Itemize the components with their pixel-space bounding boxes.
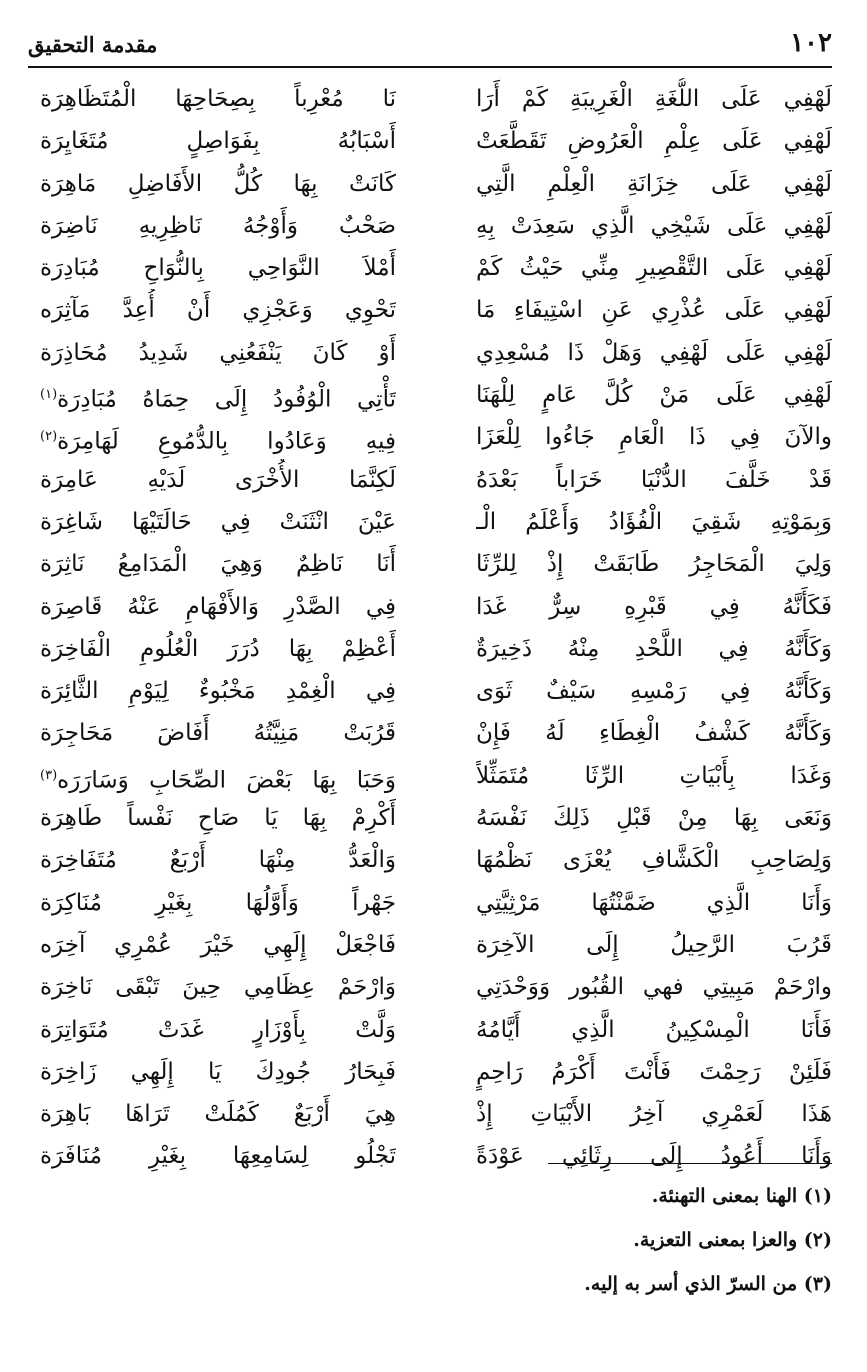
verse-second-half: وَالْعَدُّ مِنْهَا أَرْبَعٌ مُتَفَاخِرَة <box>40 847 396 874</box>
footnote: (٢) والعزا بمعنى التعزية. <box>633 1229 832 1251</box>
verse-second-half: فَبِحَارُ جُودِكَ يَا إِلَهِي زَاخِرَة <box>40 1058 396 1085</box>
verse-second-half: فَاجْعَلْ إِلَهِي خَيْرَ عُمْرِي آخِرَه <box>40 931 396 958</box>
verse-first-half: وَنَعَى بِهَا مِنْ قَبْلِ ذَلِكَ نَفْسَهُ <box>476 805 832 832</box>
page-header <box>28 26 832 68</box>
poem-body <box>40 78 832 1170</box>
page-number: ١٠٢ <box>790 28 832 58</box>
verse-first-half: وَلِصَاحِبِ الْكَشَّافِ يُعْزَى نَظْمُهَا <box>476 847 832 874</box>
verse-second-half: فِيهِ وَعَادُوا بِالدُّمُوعِ لَهَامِرَة$^{(٢)}$ <box>40 429 396 456</box>
verse-first-half: وارْحَمْ مَبِيتِي فهي القُبُور وَوَحْدَتِي <box>476 974 832 1001</box>
verse-second-half: أَمْلاَ النَّوَاحِي بِالنُّوَاحِ مُبَادِرَة <box>40 255 396 282</box>
verse-first-half: قَدْ خَلَّفَ الدُّنْيَا خَرَاباً بَعْدَهُ <box>476 466 832 493</box>
verse-first-half: وَغَدَا بِأَبْيَاتِ الرِّثَا مُتَمَثِّلاً <box>476 762 832 789</box>
verse-first-half: قَرُبَ الرَّحِيلُ إِلَى الآخِرَة <box>476 931 832 958</box>
verse-first-half: لَهْفِي عَلَى عِلْمِ الْعَرُوضِ تَقَطَّعَتْ <box>476 128 832 155</box>
verse-first-half: وَلِيَ الْمَحَاجِرُ طَابَقَتْ إِذْ لِلرِّثَا <box>476 551 832 578</box>
verse-first-half: لَهْفِي عَلَى خِزَانَةِ الْعِلْمِ الَّتِي <box>476 170 832 197</box>
verse-second-half: تَجْلُو لِسَامِعِهَا بِغَيْرِ مُنَافَرَة <box>40 1143 396 1170</box>
verse-second-half: تَأْتِي الْوُفُودُ إِلَى حِمَاهُ مُبَادِرَة$^{(١)}$ <box>40 386 396 413</box>
verse-second-half: أَعْظِمْ بِهَا دُرَرَ الْعُلُومِ الْفَاخِرَة <box>40 635 396 662</box>
verse-first-half: وَبِمَوْتِهِ شَقِيَ الْفُؤَادُ وَأَعْلَمُ الْـ <box>476 508 832 535</box>
verse-second-half: صَحْبٌ وَأَوْجُهُ نَاظِرِيهِ نَاضِرَة <box>40 212 396 239</box>
verse-first-half: وَكَأَنَّهُ كَشْفُ الْغِطَاءِ لَهُ فَإِنْ <box>476 720 832 747</box>
footnote-reference[interactable]: (٣) <box>40 767 58 783</box>
verse-first-half: وَكَأَنَّهُ فِي اللَّحْدِ مِنْهُ ذَخِيرَةٌ <box>476 635 832 662</box>
verse-first-half: لَهْفِي عَلَى التَّقْصِيرِ مِنِّي حَيْثُ كَمْ <box>476 255 832 282</box>
verse-first-half: والآنَ فِي ذَا الْعَامِ جَاءُوا لِلْعَزَا <box>476 424 832 451</box>
footnote-reference[interactable]: (٢) <box>40 429 58 445</box>
verse-first-half: فَلَئِنْ رَحِمْتَ فَأَنْتَ أَكْرَمُ رَاحِمٍ <box>476 1058 832 1085</box>
running-title: مقدمة التحقيق <box>28 32 158 57</box>
verse-second-half: جَهْراً وَأَوَّلُهَا بِغَيْرِ مُنَاكِرَة <box>40 889 396 916</box>
verse-second-half: أَوْ كَانَ يَنْفَعُنِي شَدِيدُ مُحَاذِرَة <box>40 339 396 366</box>
poem-column-right <box>476 78 832 1178</box>
verse-first-half: وَكَأَنَّهُ فِي رَمْسِهِ سَيْفٌ ثَوَى <box>476 678 832 705</box>
poem-column-left <box>40 78 396 1178</box>
verse-first-half: لَهْفِي عَلَى اللُّغَةِ الْغَرِيبَةِ كَمْ أَرَا <box>476 86 832 112</box>
verse-first-half: لَهْفِي عَلَى مَنْ كُلَّ عَامٍ لِلْهَنَا <box>476 382 832 409</box>
verse-second-half: لَكِنَّمَا الأُخْرَى لَدَيْهِ عَامِرَة <box>40 466 396 493</box>
footnote-divider <box>548 1163 832 1164</box>
verse-second-half: هِيَ أَرْبَعٌ كَمُلَتْ تَرَاهَا بَاهِرَة <box>40 1101 396 1128</box>
verse-second-half: قَرُبَتْ مَنِيَّتُهُ أَفَاضَ مَحَاجِرَة <box>40 720 396 747</box>
verse-second-half: وَلَّتْ بِأَوْزَارٍ غَدَتْ مُتَوَاتِرَة <box>40 1016 396 1043</box>
verse-second-half: فِي الْغِمْدِ مَخْبُوءٌ لِيَوْمِ الثَّائِرَة <box>40 678 396 705</box>
footnotes <box>132 1176 832 1308</box>
verse-second-half: تَحْوِي وَعَجْزِي أَنْ أُعِدَّ مَآثِرَه <box>40 297 396 324</box>
verse-second-half: كَانَتْ بِهَا كُلُّ الأَفَاضِلِ مَاهِرَة <box>40 170 396 197</box>
footnote: (١) الهنا بمعنى التهنئة. <box>651 1185 832 1207</box>
verse-second-half: وَحَبَا بِهَا بَعْضَ الصِّحَابِ وَسَارَرَه$^{(٣)}$ <box>40 767 396 794</box>
verse-first-half: فَكَأَنَّهُ فِي قَبْرِهِ سِرٌّ غَدَا <box>476 593 832 620</box>
verse-first-half: لَهْفِي عَلَى عُذْرِي عَنِ اسْتِيفَاءِ مَا <box>476 297 832 324</box>
footnote-reference[interactable]: (١) <box>40 387 58 403</box>
verse-second-half: أَنَا نَاظِمٌ وَهِيَ الْمَدَامِعُ نَاثِرَة <box>40 551 396 578</box>
verse-first-half: وَأَنَا الَّذِي ضَمَّنْتُهَا مَرْثِيَّتِي <box>476 889 832 916</box>
verse-first-half: لَهْفِي عَلَى شَيْخِي الَّذِي سَعِدَتْ بِهِ <box>476 212 832 239</box>
verse-second-half: أَكْرِمْ بِهَا يَا صَاحِ نَفْساً طَاهِرَة <box>40 805 396 832</box>
footnote: (٣) من السرّ الذي أسر به إليه. <box>584 1273 832 1295</box>
verse-second-half: أَسْبَابُهُ بِفَوَاصِلٍ مُتَغَايِرَة <box>40 128 396 155</box>
verse-first-half: فَأَنَا الْمِسْكِينُ الَّذِي أَيَّامُهُ <box>476 1016 832 1043</box>
verse-first-half: لَهْفِي عَلَى لَهْفِي وَهَلْ ذَا مُسْعِدِي <box>476 339 832 366</box>
verse-second-half: وَارْحَمْ عِظَامِي حِينَ تَبْقَى نَاخِرَة <box>40 974 396 1001</box>
verse-second-half: عَيْنَ انْثَنَتْ فِي حَالَتَيْهَا شَاغِرَة <box>40 508 396 535</box>
verse-first-half: وَأَنَا أَعُودُ إِلَى رِثَائِي عَوْدَةً <box>476 1143 832 1170</box>
verse-second-half: نَا مُعْرِباً بِصِحَاحِهَا الْمُتَظَاهِرَة <box>40 86 396 112</box>
verse-second-half: فِي الصَّدْرِ وَالأَفْهَامِ عَنْهُ قَاصِرَة <box>40 593 396 620</box>
verse-first-half: هَذَا لَعَمْرِي آخِرُ الأَبْيَاتِ إِذْ <box>476 1101 832 1128</box>
